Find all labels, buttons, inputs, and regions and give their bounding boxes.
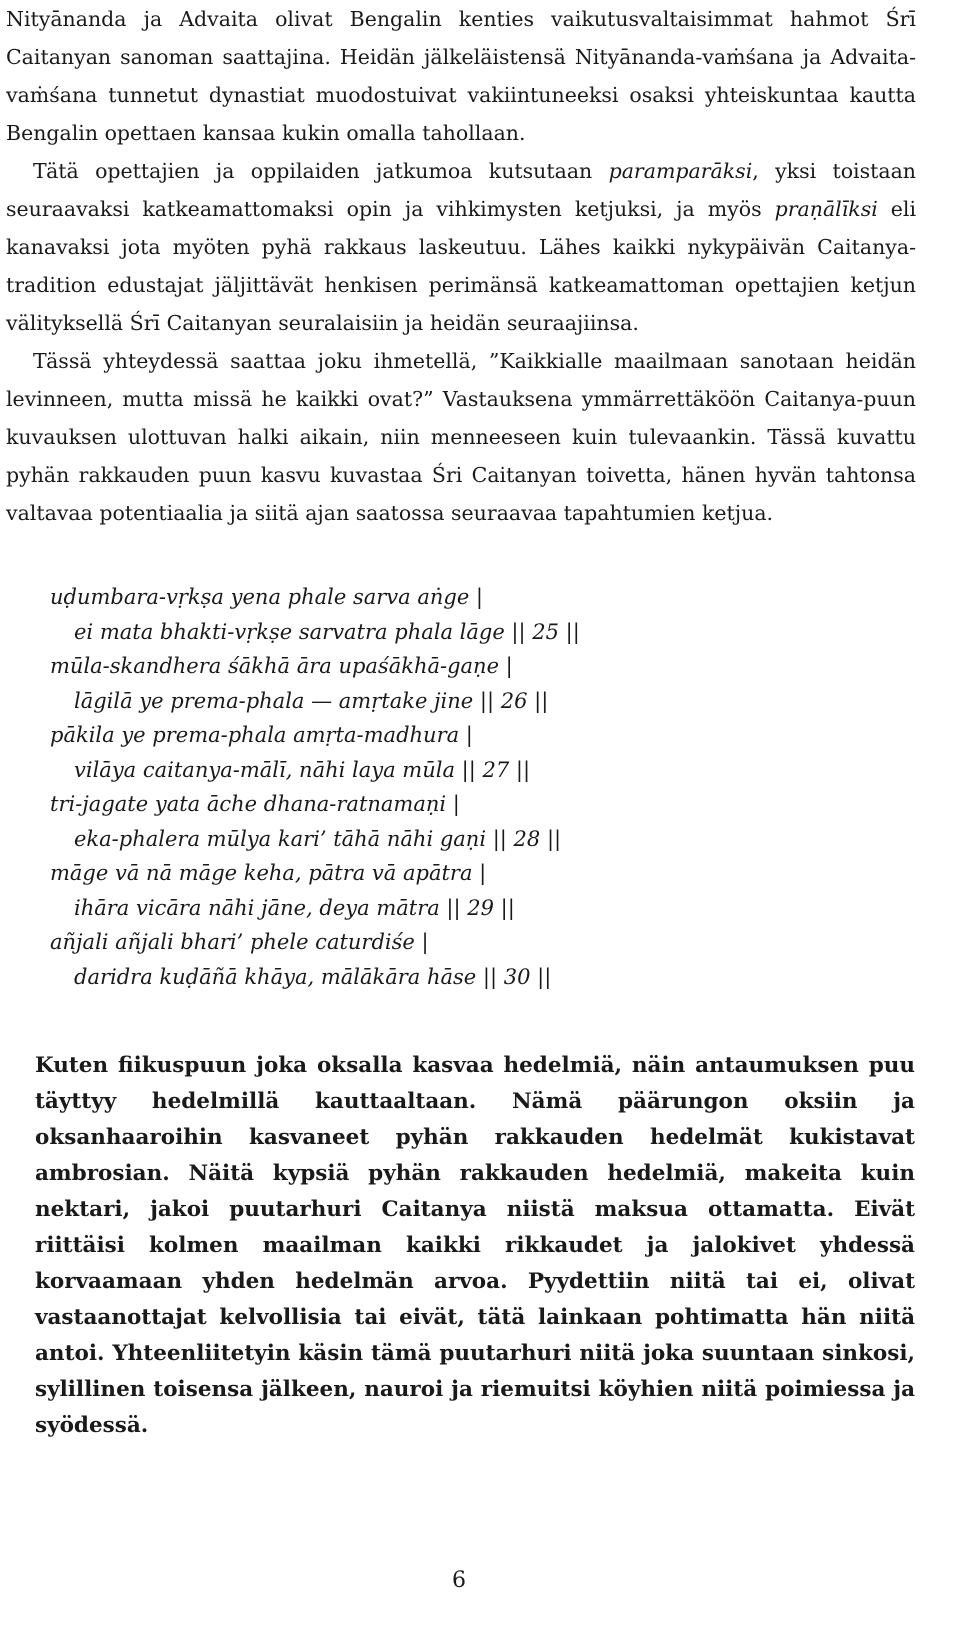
- verse-line: añjali añjali bhari’ phele caturdiśe |: [50, 930, 429, 954]
- verse-line: vilāya caitanya-mālī, nāhi laya mūla || 27 ||: [74, 757, 531, 782]
- verse-line: ihāra vicāra nāhi jāne, deya mātra || 29 ||: [74, 895, 515, 920]
- verse-line: pākila ye prema-phala amṛta-madhura |: [50, 723, 473, 747]
- paragraph-2-part-a: Tätä opettajien ja oppilaiden jatkumoa kutsutaan: [33, 159, 609, 183]
- verse-line: mūla-skandhera śākhā āra upaśākhā-gaṇe |: [50, 654, 513, 678]
- verse-line: lāgilā ye prema-phala — amṛtake jine || 26 ||: [74, 688, 549, 713]
- paragraph-1: Nityānanda ja Advaita olivat Bengalin kenties vaikutusvaltaisimmat hahmot Śrī Caitanyan sanoman saattajina. Heidän jälkeläistensä Nityānanda-vaṁśana ja Advaita-vaṁśana tunnetut dynastiat muodostuivat vakiintuneeksi osaksi yhteiskuntaa kautta Bengalin opettaen kansaa kukin omalla tahollaan.: [6, 7, 916, 145]
- verse-line: māge vā nā māge keha, pātra vā apātra |: [50, 861, 487, 885]
- verse-line: uḍumbara-vṛkṣa yena phale sarva aṅge |: [50, 585, 484, 609]
- paragraph-2-part-b: , yksi toistaan seuraavaksi katkeamattomaksi opin ja vihkimysten ketjuksi, ja myös: [6, 159, 916, 221]
- verse-line: eka-phalera mūlya kari’ tāhā nāhi gaṇi || 28 ||: [74, 826, 562, 851]
- verse-translation: Kuten fiikuspuun joka oksalla kasvaa hedelmiä, näin antaumuksen puu täyttyy hedelmillä kauttaaltaan. Nämä päärungon oksiin ja oksanhaaroihin kasvaneet pyhän rakkauden hedelmät kukistavat ambrosian. Näitä kypsiä pyhän rakkauden hedelmiä, makeita kuin nektari, jakoi puutarhuri Caitanya niistä maksua ottamatta. Eivät riittäisi kolmen maailman kaikki rikkaudet ja jalokivet yhdessä korvaamaan yhden hedelmän arvoa. Pyydettiin niitä tai ei, olivat vastaanottajat kelvollisia tai eivät, tätä lainkaan pohtimatta hän niitä antoi. Yhteenliitetyin käsin tämä puutarhuri niitä joka suuntaan sinkosi, sylillinen toisensa jälkeen, nauroi ja riemuitsi köyhien niitä poimiessa ja syödessä.: [35, 1053, 915, 1438]
- verse-line: daridra kuḍāñā khāya, mālākāra hāse || 30 ||: [74, 964, 552, 989]
- sanskrit-verse-block: [50, 580, 750, 994]
- verse-line: tri-jagate yata āche dhana-ratnamaṇi |: [50, 792, 460, 816]
- term-pranali: praṇālīksi: [774, 197, 878, 221]
- body-text: [6, 0, 916, 532]
- verse-line: ei mata bhakti-vṛkṣe sarvatra phala lāge || 25 ||: [74, 619, 580, 644]
- page-number: 6: [452, 1568, 466, 1593]
- paragraph-2-part-c: eli kanavaksi jota myöten pyhä rakkaus laskeutuu. Lähes kaikki nykypäivän Caitanya-tradition edustajat jäljittävät henkisen perimänsä katkeamattoman opettajien ketjun välityksellä Śrī Caitanyan seuralaisiin ja heidän seuraajiinsa.: [6, 197, 917, 335]
- paragraph-2: [6, 152, 916, 342]
- term-parampara: paramparāksi: [608, 159, 753, 183]
- paragraph-3: Tässä yhteydessä saattaa joku ihmetellä, ”Kaikkialle maailmaan sanotaan heidän levinneen, mutta missä he kaikki ovat?” Vastauksena ymmärrettäköön Caitanya-puun kuvauksen ulottuvan halki aikain, niin menneeseen kuin tulevaankin. Tässä kuvattu pyhän rakkauden puun kasvu kuvastaa Śri Caitanyan toivetta, hänen hyvän tahtonsa valtavaa potentiaalia ja siitä ajan saatossa seuraavaa tapahtumien ketjua.: [6, 349, 916, 525]
